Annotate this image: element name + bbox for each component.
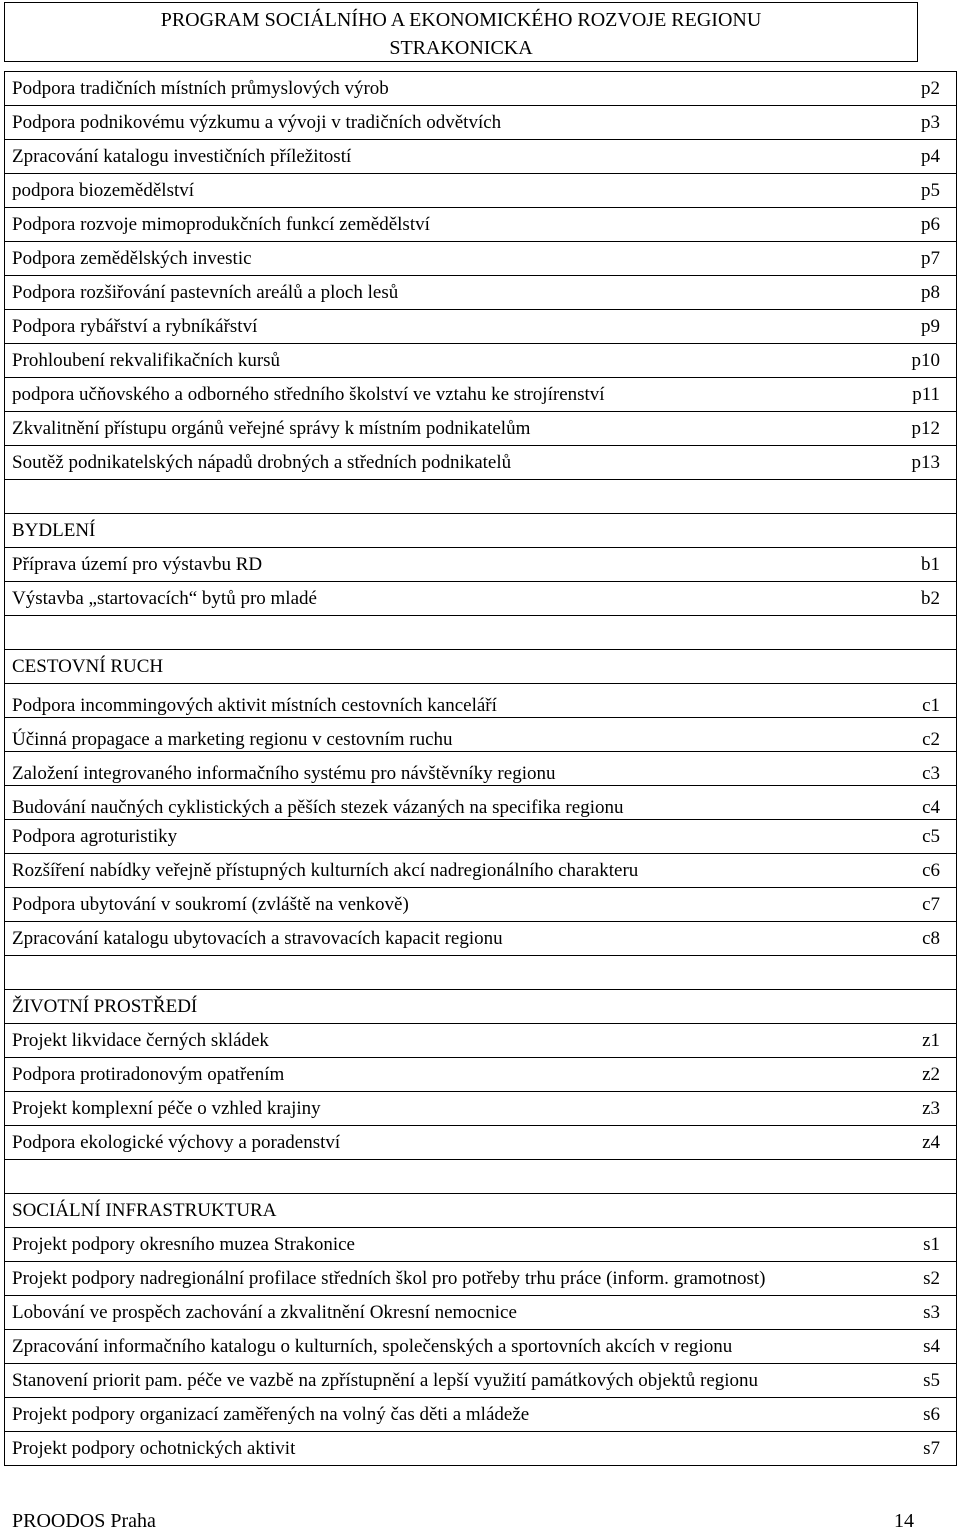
program-item-text: Podpora rozvoje mimoprodukčních funkcí zemědělství <box>12 214 430 235</box>
program-row <box>4 378 957 412</box>
program-row <box>4 548 957 582</box>
program-row <box>4 1058 957 1092</box>
program-item-code: p5 <box>921 180 940 201</box>
program-item-text: Podpora rozšiřování pastevních areálů a ploch lesů <box>12 282 399 303</box>
program-row <box>4 820 957 854</box>
program-item-text: Podpora ubytování v soukromí (zvláště na venkově) <box>12 894 409 915</box>
program-item-code: s5 <box>923 1370 940 1391</box>
program-item-text: Podpora podnikovému výzkumu a vývoji v tradičních odvětvích <box>12 112 502 133</box>
page-footer <box>12 1508 914 1534</box>
program-item-text: Založení integrovaného informačního systému pro návštěvníky regionu <box>12 763 556 784</box>
program-row <box>4 72 957 106</box>
program-item-code: p9 <box>921 316 940 337</box>
section-heading: SOCIÁLNÍ INFRASTRUKTURA <box>12 1200 277 1221</box>
program-table <box>4 71 957 1466</box>
section-spacer-row <box>4 480 957 514</box>
program-item-code: c6 <box>922 860 940 881</box>
program-item-code: p2 <box>921 78 940 99</box>
program-item-text: Podpora zemědělských investic <box>12 248 252 269</box>
program-row <box>4 276 957 310</box>
program-row <box>4 208 957 242</box>
program-item-text: Podpora ekologické výchovy a poradenství <box>12 1132 341 1153</box>
program-item-text: Projekt podpory nadregionální profilace středních škol pro potřeby trhu práce (inform. gramotnost) <box>12 1268 766 1289</box>
section-spacer-row <box>4 956 957 990</box>
program-item-code: z4 <box>922 1132 940 1153</box>
program-item-code: s7 <box>923 1438 940 1459</box>
program-row <box>4 1330 957 1364</box>
program-item-text: Podpora incommingových aktivit místních cestovních kanceláří <box>12 695 497 716</box>
program-item-text: Budování naučných cyklistických a pěších stezek vázaných na specifika regionu <box>12 797 624 818</box>
section-heading-row <box>4 1194 957 1228</box>
program-row <box>4 174 957 208</box>
program-row <box>4 1364 957 1398</box>
program-item-code: b1 <box>921 554 940 575</box>
section-heading: BYDLENÍ <box>12 520 96 541</box>
program-row <box>4 344 957 378</box>
program-item-text: Prohloubení rekvalifikačních kursů <box>12 350 281 371</box>
footer-publisher: PROODOS Praha <box>12 1510 156 1532</box>
program-item-code: s3 <box>923 1302 940 1323</box>
program-item-code: s2 <box>923 1268 940 1289</box>
program-item-text: Účinná propagace a marketing regionu v cestovním ruchu <box>12 729 453 750</box>
program-item-code: c4 <box>922 797 940 818</box>
section-heading-row <box>4 990 957 1024</box>
document-title-box <box>4 2 918 62</box>
program-item-text: Rozšíření nabídky veřejně přístupných kulturních akcí nadregionálního charakteru <box>12 860 639 881</box>
program-item-text: Výstavba „startovacích“ bytů pro mladé <box>12 588 317 609</box>
program-item-text: Projekt podpory organizací zaměřených na volný čas děti a mládeže <box>12 1404 530 1425</box>
program-item-text: podpora učňovského a odborného středního školství ve vztahu ke strojírenství <box>12 384 605 405</box>
section-heading-row <box>4 514 957 548</box>
program-item-text: Projekt likvidace černých skládek <box>12 1030 269 1051</box>
program-row <box>4 752 957 786</box>
program-item-text: Projekt komplexní péče o vzhled krajiny <box>12 1098 321 1119</box>
program-item-text: podpora biozemědělství <box>12 180 195 201</box>
program-item-code: p13 <box>911 452 940 473</box>
section-spacer-row <box>4 616 957 650</box>
program-item-text: Projekt podpory okresního muzea Strakonice <box>12 1234 355 1255</box>
program-item-code: z2 <box>922 1064 940 1085</box>
program-item-code: b2 <box>921 588 940 609</box>
program-row <box>4 1024 957 1058</box>
program-item-code: p11 <box>912 384 940 405</box>
program-row <box>4 786 957 820</box>
program-item-text: Projekt podpory ochotnických aktivit <box>12 1438 296 1459</box>
program-row <box>4 1432 957 1466</box>
program-row <box>4 888 957 922</box>
program-row <box>4 684 957 718</box>
program-item-code: s1 <box>923 1234 940 1255</box>
program-item-text: Zpracování informačního katalogu o kulturních, společenských a sportovních akcích v regionu <box>12 1336 733 1357</box>
section-spacer-row <box>4 1160 957 1194</box>
program-item-text: Podpora protiradonovým opatřením <box>12 1064 285 1085</box>
program-item-code: p3 <box>921 112 940 133</box>
program-item-code: c5 <box>922 826 940 847</box>
program-item-code: c1 <box>922 695 940 716</box>
program-row <box>4 1092 957 1126</box>
program-row <box>4 310 957 344</box>
program-item-code: p10 <box>911 350 940 371</box>
program-item-text: Podpora tradičních místních průmyslových výrob <box>12 78 389 99</box>
program-item-text: Podpora agroturistiky <box>12 826 178 847</box>
program-row <box>4 106 957 140</box>
program-item-text: Stanovení priorit pam. péče ve vazbě na zpřístupnění a lepší využití památkových objektů regionu <box>12 1370 759 1391</box>
program-item-code: p12 <box>911 418 940 439</box>
program-row <box>4 1228 957 1262</box>
program-item-code: p4 <box>921 146 940 167</box>
document-title-line-2: STRAKONICKA <box>389 37 533 59</box>
program-row <box>4 140 957 174</box>
program-item-text: Příprava území pro výstavbu RD <box>12 554 263 575</box>
program-item-text: Soutěž podnikatelských nápadů drobných a středních podnikatelů <box>12 452 512 473</box>
program-item-code: s4 <box>923 1336 940 1357</box>
program-item-code: p8 <box>921 282 940 303</box>
section-heading: ŽIVOTNÍ PROSTŘEDÍ <box>12 996 198 1017</box>
program-item-code: p6 <box>921 214 940 235</box>
document-title-line-1: PROGRAM SOCIÁLNÍHO A EKONOMICKÉHO ROZVOJE REGIONU <box>160 9 762 31</box>
program-item-text: Podpora rybářství a rybníkářství <box>12 316 258 337</box>
program-row <box>4 922 957 956</box>
footer-page-number: 14 <box>894 1510 914 1532</box>
program-item-code: c7 <box>922 894 940 915</box>
program-item-code: c2 <box>922 729 940 750</box>
program-item-code: s6 <box>923 1404 940 1425</box>
program-item-code: z3 <box>922 1098 940 1119</box>
program-row <box>4 1296 957 1330</box>
section-heading-row <box>4 650 957 684</box>
program-row <box>4 1126 957 1160</box>
program-item-text: Lobování ve prospěch zachování a zkvalitnění Okresní nemocnice <box>12 1302 517 1323</box>
program-item-text: Zkvalitnění přístupu orgánů veřejné správy k místním podnikatelům <box>12 418 531 439</box>
program-item-text: Zpracování katalogu ubytovacích a stravovacích kapacit regionu <box>12 928 503 949</box>
program-row <box>4 1398 957 1432</box>
program-item-code: z1 <box>922 1030 940 1051</box>
section-heading: CESTOVNÍ RUCH <box>12 656 164 677</box>
program-row <box>4 582 957 616</box>
program-row <box>4 412 957 446</box>
program-row <box>4 446 957 480</box>
program-row <box>4 1262 957 1296</box>
program-row <box>4 854 957 888</box>
program-row <box>4 242 957 276</box>
program-row <box>4 718 957 752</box>
program-item-code: c3 <box>922 763 940 784</box>
program-item-text: Zpracování katalogu investičních příležitostí <box>12 146 352 167</box>
program-item-code: c8 <box>922 928 940 949</box>
program-item-code: p7 <box>921 248 940 269</box>
